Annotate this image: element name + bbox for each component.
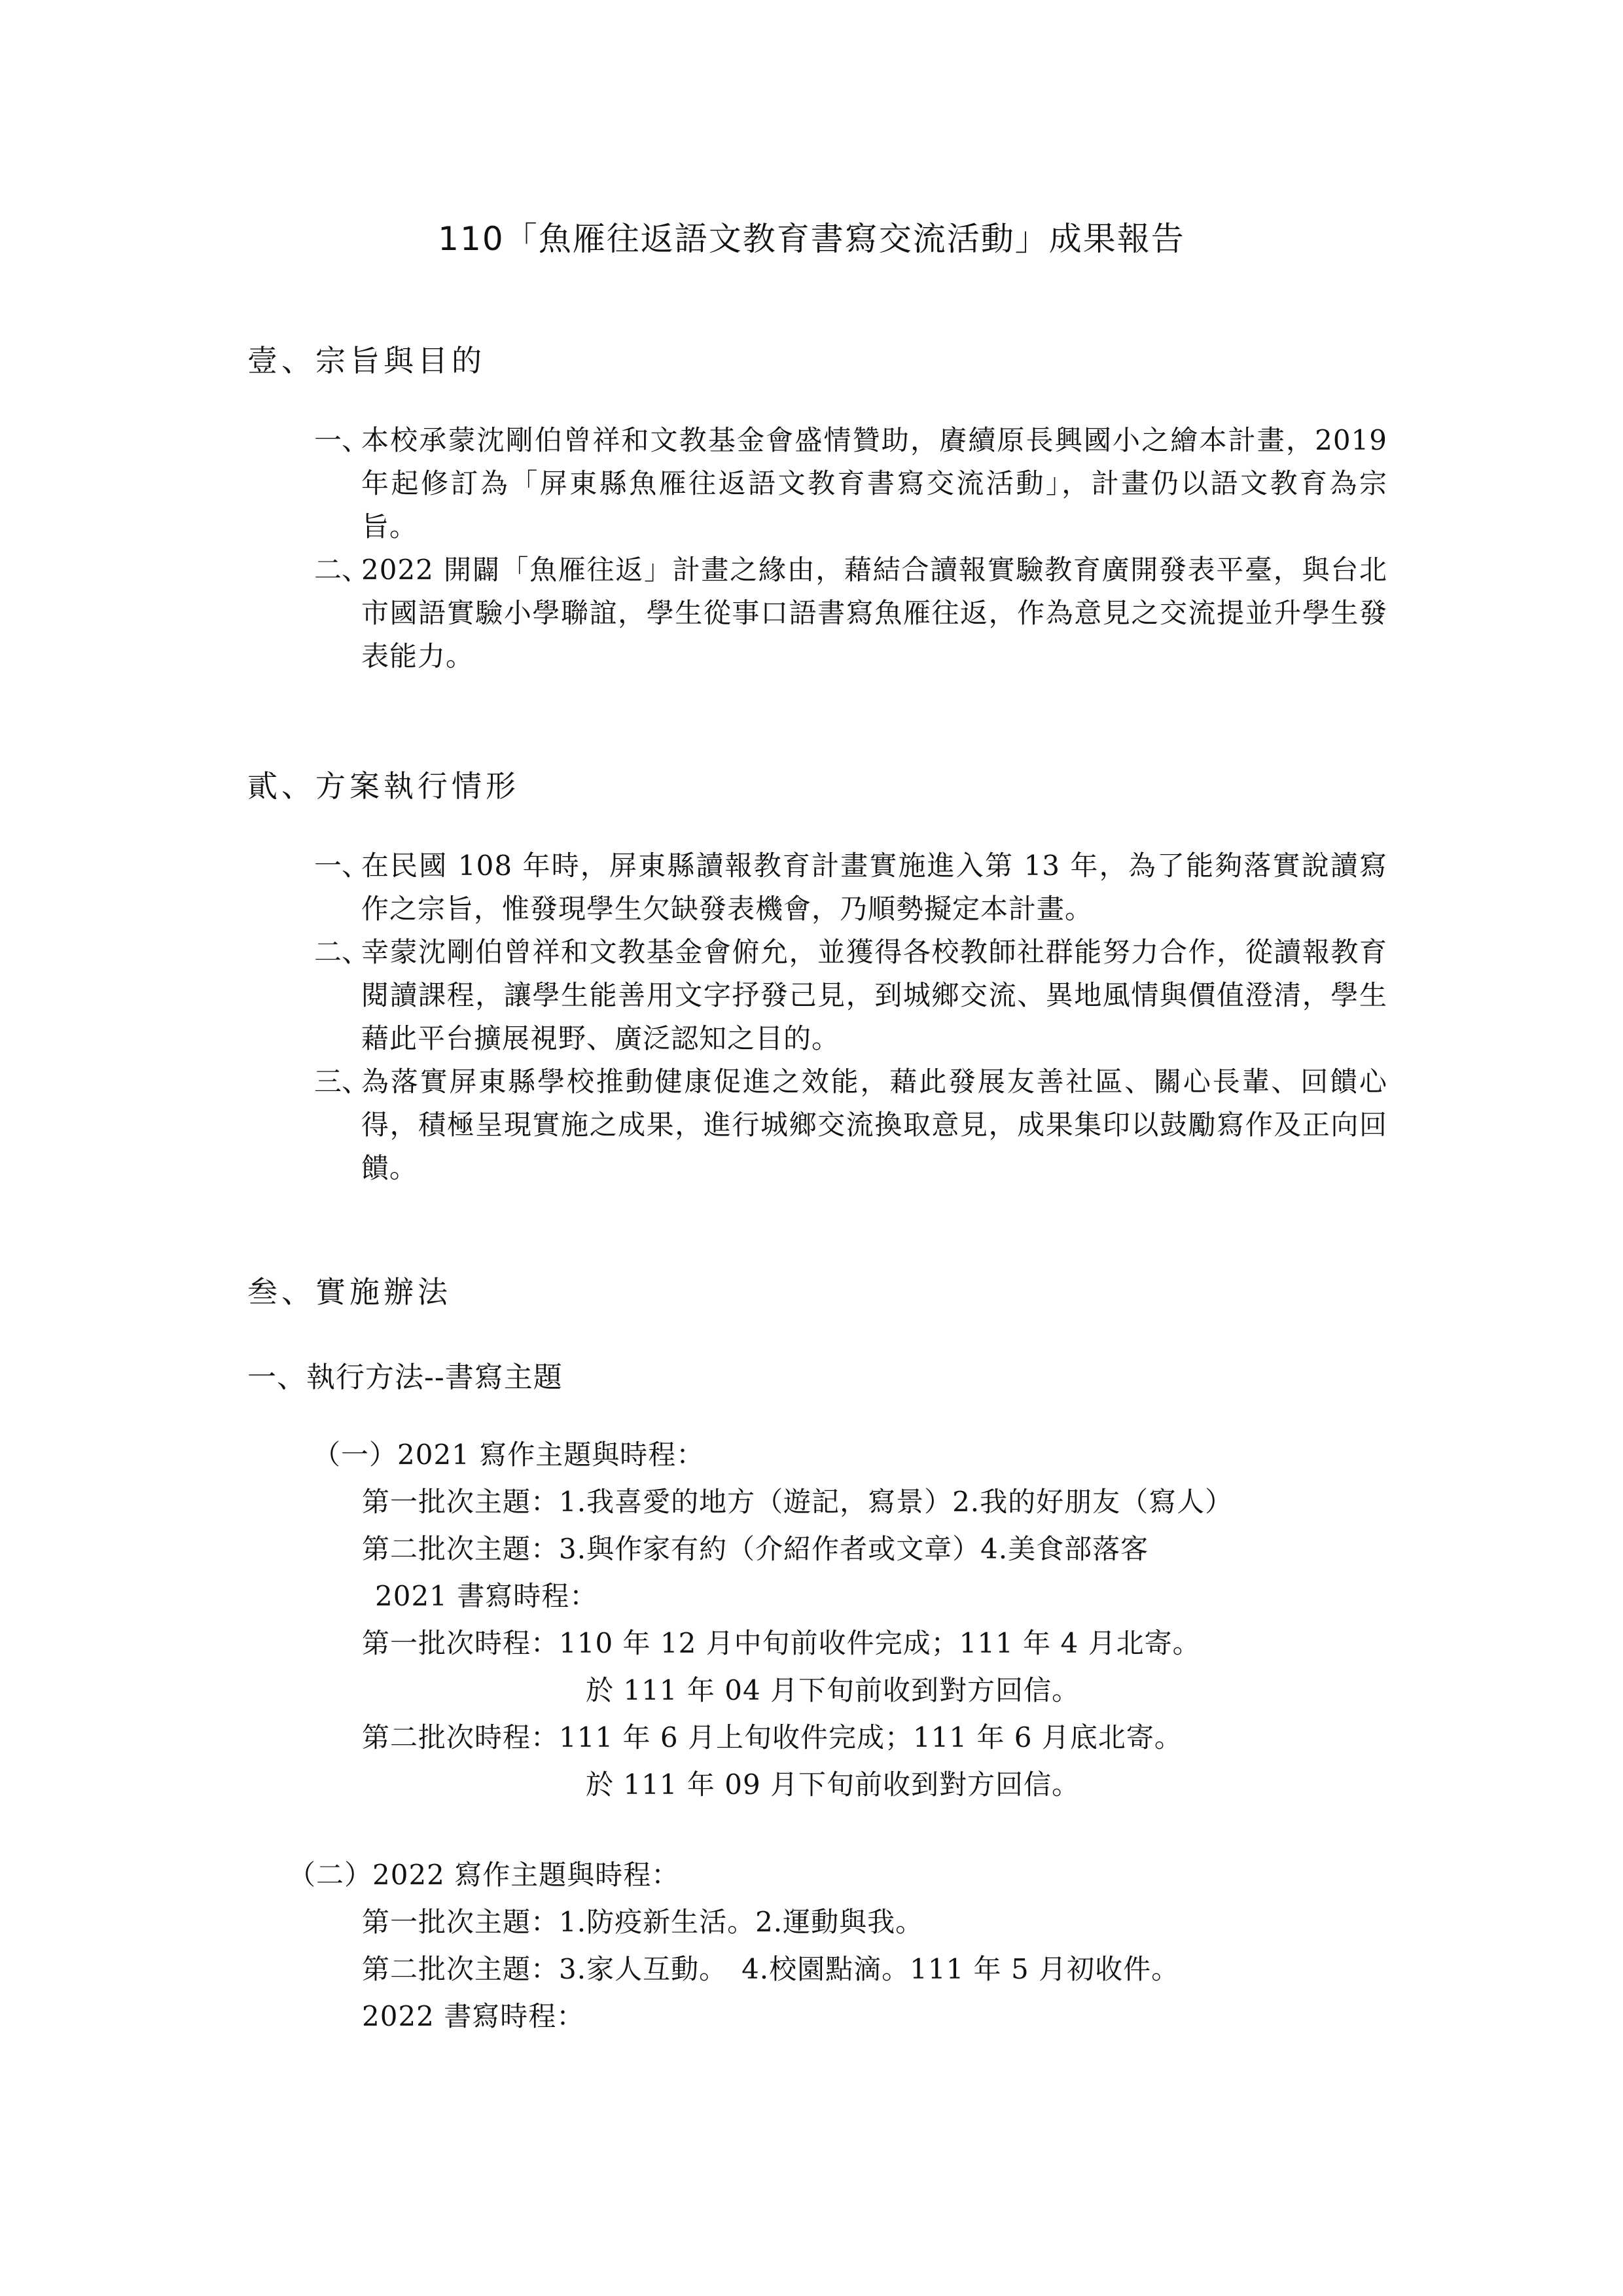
schedule-line: 第一批次主題：1.防疫新生活。2.運動與我。 <box>362 1906 924 1938</box>
section-heading-purpose: 壹、宗旨與目的 <box>247 343 486 378</box>
part-title-2021: （一）2021 寫作主題與時程： <box>313 1439 705 1471</box>
item-text: 2022 開闢「魚雁往返」計畫之緣由，藉結合讀報實驗教育廣開發表平臺，與台北市國語實驗小學聯誼，學生從事口語書寫魚雁往返，作為意見之交流提並升學生發表能力。 <box>361 554 1387 672</box>
schedule-line: 第一批次主題：1.我喜愛的地方（遊記，寫景）2.我的好朋友（寫人） <box>362 1486 1234 1518</box>
list-item <box>314 419 1387 548</box>
schedule-line: 2022 書寫時程： <box>362 2000 585 2032</box>
section-heading-methods: 叁、實施辦法 <box>247 1274 452 1310</box>
item-text: 在民國 108 年時，屏東縣讀報教育計畫實施進入第 13 年，為了能夠落實說讀寫作之宗旨，惟發現學生欠缺發表機會，乃順勢擬定本計畫。 <box>361 850 1387 925</box>
schedule-line: 第二批次主題：3.與作家有約（介紹作者或文章）4.美食部落客 <box>362 1533 1149 1565</box>
item-number: 二、 <box>314 554 370 586</box>
item-number: 三、 <box>314 1066 370 1098</box>
subsection-heading: 一、執行方法--書寫主題 <box>247 1361 563 1394</box>
schedule-line: 第一批次時程：110 年 12 月中旬前收件完成；111 年 4 月北寄。 <box>362 1627 1201 1659</box>
schedule-line: 2021 書寫時程： <box>375 1580 598 1612</box>
list-item <box>314 548 1387 678</box>
schedule-line: 於 111 年 04 月下旬前收到對方回信。 <box>586 1674 1080 1706</box>
item-text: 幸蒙沈剛伯曾祥和文教基金會俯允，並獲得各校教師社群能努力合作，從讀報教育閱讀課程，讓學生能善用文字抒發己見，到城鄉交流、異地風情與價值澄清，學生藉此平台擴展視野、廣泛認知之目的。 <box>361 936 1387 1054</box>
item-text: 為落實屏東縣學校推動健康促進之效能，藉此發展友善社區、關心長輩、回饋心得，積極呈現實施之成果，進行城鄉交流換取意見，成果集印以鼓勵寫作及正向回饋。 <box>361 1066 1387 1184</box>
list-item <box>314 931 1387 1060</box>
schedule-line: 於 111 年 09 月下旬前收到對方回信。 <box>586 1768 1080 1801</box>
item-number: 一、 <box>314 424 370 456</box>
section-heading-execution: 貳、方案執行情形 <box>247 768 520 804</box>
item-text: 本校承蒙沈剛伯曾祥和文教基金會盛情贊助，賡續原長興國小之繪本計畫，2019 年起修訂為「屏東縣魚雁往返語文教育書寫交流活動」，計畫仍以語文教育為宗旨。 <box>361 424 1387 543</box>
page-title: 110「魚雁往返語文教育書寫交流活動」成果報告 <box>438 220 1185 258</box>
item-number: 一、 <box>314 850 370 882</box>
item-number: 二、 <box>314 936 370 968</box>
schedule-line: 第二批次主題：3.家人互動。 4.校園點滴。111 年 5 月初收件。 <box>362 1953 1180 1985</box>
list-item <box>314 844 1387 931</box>
part-title-2022: （二）2022 寫作主題與時程： <box>288 1859 680 1891</box>
schedule-line: 第二批次時程：111 年 6 月上旬收件完成；111 年 6 月底北寄。 <box>362 1721 1183 1753</box>
list-item <box>314 1060 1387 1190</box>
